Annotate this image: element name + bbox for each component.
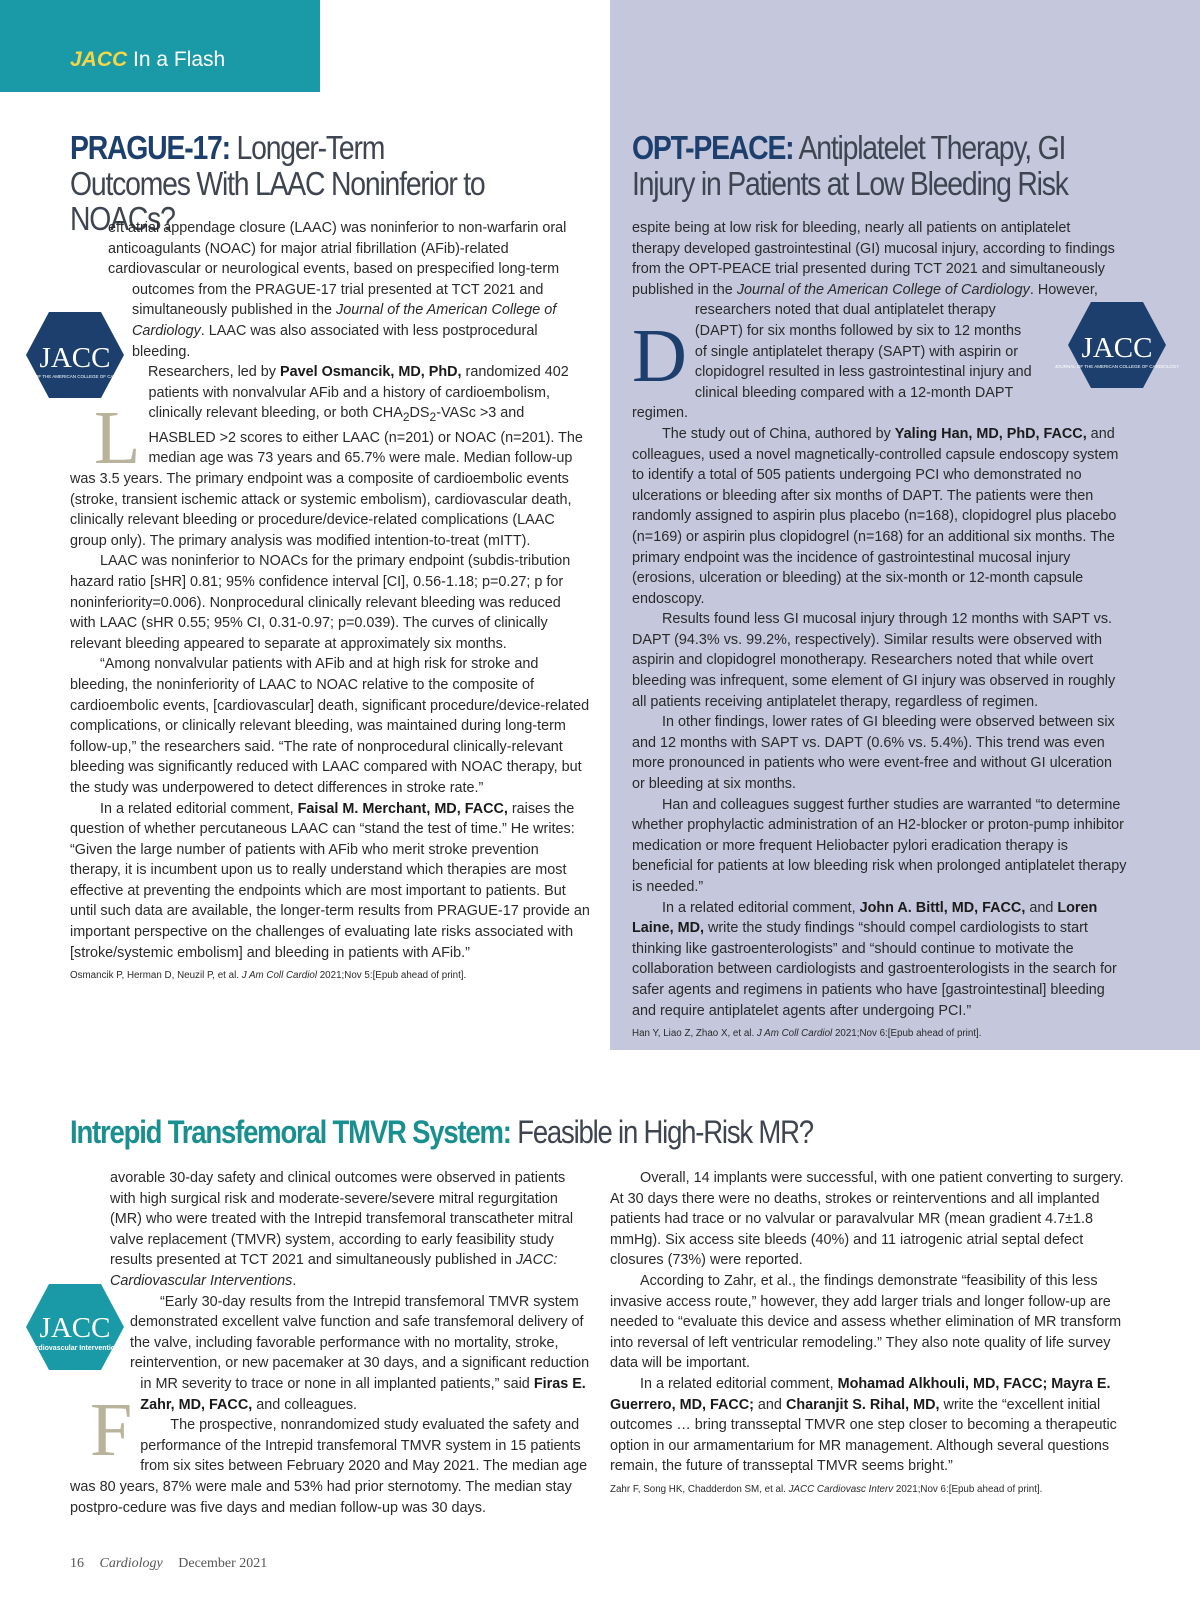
logo-subtitle: Cardiovascular Interventions (26, 1345, 124, 1352)
brand-jacc: JACC (70, 48, 128, 71)
logo-word: JACC (39, 1312, 111, 1344)
paragraph: “Among nonvalvular patients with AFib and at high risk for stroke and bleeding, the noninferiority of LAAC to NOAC relative to the composite of cardioembolic events, [cardiovascular] death, significant procedure/device-related complications, or clinically relevant bleeding, was maintained during long-term follow-up,” the researchers said. “The rate of nonprocedural clinically-relevant bleeding was significantly reduced with LAAC compared with NOAC therapy, but the study was underpowered to detect differences in stroke rate.” (70, 656, 590, 796)
logo-word: JACC (1081, 332, 1153, 364)
paragraph: In a related editorial comment, Mohamad Alkhouli, MD, FACC; Mayra E. Guerrero, MD, FACC; and Charanjit S. Rihal, MD, write the “excellent initial outcomes … bring transseptal TMVR one step closer to becoming a therapeutic option in our armamentarium for MR management. Although several questions remain, the future of transseptal TMVR seems bright.” (610, 1375, 1117, 1475)
logo-word: JACC (39, 342, 111, 374)
article-1-title: PRAGUE-17: Longer-Term Outcomes With LAAC Noninferior to NOACs? (70, 129, 485, 238)
article-3-title: Intrepid Transfemoral TMVR System: Feasible in High-Risk MR? (70, 1114, 813, 1150)
paragraph: Researchers, led by Pavel Osmancik, MD, PhD, randomized 402 patients with nonvalvular AFib and a history of cardioembolism, clinically relevant bleeding, or both $CHA_2DS_2$-VASc >3 and HASBLED >2 scores to either LAAC (n=201) or NOAC (n=201). The median age was 73 years and 65.7% were male. Median follow-up was 3.5 years. The primary endpoint was a composite of cardioembolic events (stroke, transient ischemic attack or systemic embolism), cardiovascular death, clinically relevant bleeding or procedure/device-related complications (LAAC group only). The primary analysis was modified intention-to-treat (mITT). (70, 364, 583, 549)
paragraph: “Early 30-day results from the Intrepid transfemoral TMVR system demonstrated excellent valve function and safe transfemoral delivery of the valve, including favorable performance with no mortality, stroke, reintervention, or new pacemaker at 30 days, and a significant reduction in MR severity to trace or none in all implanted patients,” said Firas E. Zahr, MD, FACC, and colleagues. (130, 1293, 590, 1413)
article-3-body-left (70, 1168, 590, 1518)
paragraph: In other findings, lower rates of GI bleeding were observed between six and 12 months with SAPT vs. DAPT (0.6% vs. 5.4%). This trend was even more pronounced in patients who were event-free and without GI ulceration or bleeding at six months. (632, 714, 1115, 793)
page-footer (70, 1556, 279, 1572)
citation: Han Y, Liao Z, Zhao X, et al. J Am Coll Cardiol 2021;Nov 6:[Epub ahead of print]. (632, 1028, 982, 1040)
paragraph: The prospective, nonrandomized study evaluated the safety and performance of the Intrepid transfemoral TMVR system in 15 patients from six sites between February 2020 and May 2021. The median age was 80 years, 87% were male and 53% had prior sternotomy. The median stay postpro-cedure was five days and median follow-up was 30 days. (70, 1417, 588, 1516)
paragraph: In a related editorial comment, John A. Bittl, MD, FACC, and Loren Laine, MD, write the study findings “should compel cardiologists to start thinking like gastroenterologists” and “should continue to motivate the collaboration between cardiologists and gastroenterologists in the search for safer agents and regimens in patients who have [gastrointestinal] bleeding and require antiplatelet agents after undergoing PCI.” (632, 899, 1117, 1019)
paragraph: LAAC was noninferior to NOACs for the primary endpoint (subdis-tribution hazard ratio [sHR] 0.81; 95% confidence interval [CI], 0.56-1.18; p=0.27; p for noninferiority=0.006). Nonprocedural clinically relevant bleeding was reduced with LAAC (sHR 0.55; 95% CI, 0.31-0.97; p=0.039). The curves of clinically relevant bleeding appeared to separate at approximately six months. (70, 553, 571, 652)
section-name: In a Flash (127, 48, 226, 71)
paragraph: According to Zahr, et al., the findings demonstrate “feasibility of this less invasive access route,” however, they add larger trials and longer follow-up are needed to “evaluate this device and assess whether elimination of MR transform into reversal of left ventricular remodeling.” They also note quality of life survey data will be important. (610, 1272, 1122, 1372)
paragraph: Overall, 14 implants were successful, with one patient converting to surgery. At 30 days there were no deaths, strokes or reinterventions and all implanted patients had trace or no valvular or paravalvular MR (mean gradient 4.7±1.8 mmHg). Six access site bleeds (40%) and 11 iatrogenic atrial septal defect closures (73%) were reported. (610, 1170, 1124, 1269)
section-tab (0, 0, 320, 92)
paragraph: Results found less GI mucosal injury through 12 months with SAPT vs. DAPT (94.3% vs. 99.2%, respectively). Similar results were observed with aspirin and clopidogrel monotherapy. Researchers noted that while overt bleeding was infrequent, some element of GI injury was observed in roughly all patients receiving antiplatelet therapy, regardless of regimen. (632, 611, 1116, 710)
article-1-body (70, 218, 590, 983)
paragraph: D espite being at low risk for bleeding, nearly all patients on antiplatelet therapy developed gastrointestinal (GI) mucosal injury, according to findings from the OPT-PEACE trial presented during TCT 2021 and simultaneously published in the Journal of the American College of Cardiology. However, researchers noted that dual antiplatelet therapy (DAPT) for six months followed by six to 12 months of single antiplatelet therapy (SAPT) with aspirin or clopidogrel resulted in less gastrointestinal injury and clinical bleeding compared with a 12-month DAPT regimen. (632, 220, 1115, 422)
paragraph: In a related editorial comment, Faisal M. Merchant, MD, FACC, raises the question of whether percutaneous LAAC can “stand the test of time.” He writes: “Given the large number of patients with AFib who merit stroke prevention therapy, it is incumbent upon us to really understand which therapies are most effective at preventing the endpoints which are most important to patients. But until such data are available, the longer-term results from PRAGUE-17 provide an important perspective on the challenges of evaluating late risks associated with [stroke/systemic embolism] and bleeding in patients with AFib.” (70, 800, 590, 961)
citation: Osmancik P, Herman D, Neuzil P, et al. J Am Coll Cardiol 2021;Nov 5:[Epub ahead of print]. (70, 970, 467, 982)
magazine-name: Cardiology (99, 1556, 163, 1571)
page-number: 16 (70, 1556, 84, 1571)
paragraph: F avorable 30-day safety and clinical outcomes were observed in patients with high surgical risk and moderate-severe/severe mitral regurgitation (MR) who were treated with the Intrepid transfemoral transcatheter mitral valve replacement (TMVR) system, according to early feasibility study results presented at TCT 2021 and simultaneously published in JACC: Cardiovascular Interventions. (90, 1170, 574, 1472)
logo-subtitle: JOURNAL OF THE AMERICAN COLLEGE OF CARDIOLOGY (1054, 364, 1180, 369)
article-2-body (632, 218, 1128, 1041)
article-2-title: OPT-PEACE: Antiplatelet Therapy, GI Injury in Patients at Low Bleeding Risk (632, 129, 1068, 202)
logo-subtitle: JOURNAL OF THE AMERICAN COLLEGE OF CARDIOLOGY (12, 374, 138, 379)
issue-date: December 2021 (178, 1556, 268, 1571)
citation: Zahr F, Song HK, Chadderdon SM, et al. JACC Cardiovasc Interv 2021;Nov 6:[Epub ahead of print]. (610, 1483, 1043, 1495)
paragraph: Han and colleagues suggest further studies are warranted “to determine whether prophylactic administration of an H2-blocker or proton-pump inhibitor medication or more frequent Heliobacter pylori eradication therapy is beneficial for patients at low bleeding risk when prolonged antiplatelet therapy is needed.” (632, 796, 1127, 895)
paragraph: The study out of China, authored by Yaling Han, MD, PhD, FACC, and colleagues, used a novel magnetically-controlled capsule endoscopy system to identify a total of 505 patients undergoing PCI who demonstrated no ulcerations or bleeding after six months of DAPT. The patients were then randomly assigned to aspirin plus placebo (n=168), clopidogrel plus placebo (n=169) or aspirin plus clopidogrel (n=168) for an additional six months. The primary endpoint was the incidence of gastrointestinal mucosal injury (erosions, ulceration or bleeding) at the six-month or 12-month capsule endoscopy. (632, 425, 1119, 607)
drop-cap: D (632, 314, 687, 398)
drop-cap: L (94, 396, 141, 480)
section-label (70, 48, 225, 72)
drop-cap: F (90, 1388, 133, 1472)
paragraph: L eft atrial appendage closure (LAAC) was noninferior to non-warfarin oral anticoagulants (NOAC) for major atrial fibrillation (AFib)-related cardiovascular or neurological events, based on prespecified long-term outcomes from the PRAGUE-17 trial presented at TCT 2021 and simultaneously published in the Journal of the American College of Cardiology. LAAC was also associated with less postprocedural bleeding. (94, 220, 567, 480)
article-3-body-right (610, 1168, 1130, 1497)
